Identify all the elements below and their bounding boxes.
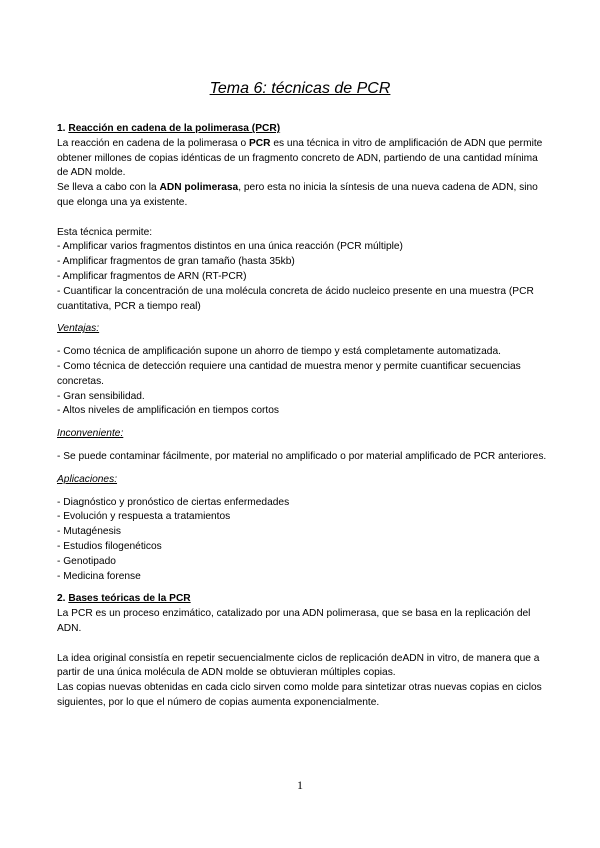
section-2-heading — [57, 592, 547, 607]
permite-item: - Amplificar fragmentos de gran tamaño (hasta 35kb) — [57, 256, 295, 268]
aplicaciones-item: - Diagnóstico y pronóstico de ciertas enfermedades — [57, 496, 290, 508]
ventajas-item: - Altos niveles de amplificación en tiempos cortos — [57, 405, 279, 417]
section-1-paragraph-1 — [57, 137, 547, 181]
ventajas-item: - Gran sensibilidad. — [57, 390, 145, 402]
page-number: 1 — [297, 778, 303, 792]
section-2-number: 2. — [57, 593, 66, 605]
permite-item: - Amplificar varios fragmentos distintos en una única reacción (PCR múltiple) — [57, 241, 403, 253]
section-2-paragraph-1: La PCR es un proceso enzimático, catalizado por una ADN polimerasa, que se basa en la replicación del ADN. — [57, 608, 531, 634]
p1-text-c: es una técnica in vitro de amplificación de ADN que permite obtener millones de copias idénticas de un fragmento concreto de ADN, partiendo de una cantidad mínima de ADN molde. — [57, 137, 543, 179]
p2-term-adn-polimerasa: ADN polimerasa — [159, 182, 239, 194]
section-1-heading — [57, 122, 547, 137]
document-body — [57, 122, 547, 711]
aplicaciones-item: - Mutagénesis — [57, 526, 121, 538]
aplicaciones-item: - Estudios filogenéticos — [57, 540, 162, 552]
aplicaciones-item: - Genotipado — [57, 555, 116, 567]
section-1-heading-text: Reacción en cadena de la polimerasa (PCR) — [68, 123, 281, 134]
inconveniente-heading: Inconveniente: — [57, 428, 124, 440]
ventajas-heading: Ventajas: — [57, 323, 100, 335]
section-2-heading-text: Bases teóricas de la PCR — [68, 593, 191, 605]
ventajas-item: - Como técnica de amplificación supone un ahorro de tiempo y está completamente automatizada. — [57, 346, 501, 358]
permite-item: - Amplificar fragmentos de ARN (RT-PCR) — [57, 270, 247, 282]
section-1-number: 1. — [57, 123, 66, 134]
document-title-text: Tema 6: técnicas de PCR — [209, 80, 391, 97]
p1-text-a: La reacción en cadena de la polimerasa o — [57, 137, 249, 149]
permite-label: Esta técnica permite: — [57, 226, 153, 238]
aplicaciones-heading: Aplicaciones: — [57, 473, 118, 485]
section-1-paragraph-2 — [57, 181, 547, 211]
inconveniente-item: - Se puede contaminar fácilmente, por material no amplificado o por material amplificado de PCR anteriores. — [57, 450, 547, 462]
p2-text-c: , pero esta no inicia la síntesis de una nueva cadena de ADN, sino que elonga una ya existente. — [57, 182, 538, 208]
document-title — [0, 80, 600, 98]
aplicaciones-item: - Evolución y respuesta a tratamientos — [57, 511, 231, 523]
permite-item: - Cuantificar la concentración de una molécula concreta de ácido nucleico presente en una muestra (PCR cuantitativa, PCR a tiempo real) — [57, 285, 534, 312]
section-2-paragraph-3: Las copias nuevas obtenidas en cada ciclo sirven como molde para sintetizar otras nuevas copias en ciclos siguientes, por lo que el número de copias aumenta exponencialmente. — [57, 682, 542, 708]
p2-text-a: Se lleva a cabo con la — [57, 182, 160, 194]
ventajas-item: - Como técnica de detección requiere una cantidad de muestra menor y permite cuantificar secuencias concretas. — [57, 360, 521, 387]
p1-term-pcr: PCR — [249, 137, 271, 149]
aplicaciones-item: - Medicina forense — [57, 570, 141, 582]
section-2-paragraph-2: La idea original consistía en repetir secuencialmente ciclos de replicación deADN in vitro, de manera que a partir de una única molécula de ADN molde se obtuvieran múltiples copias. — [57, 652, 540, 679]
